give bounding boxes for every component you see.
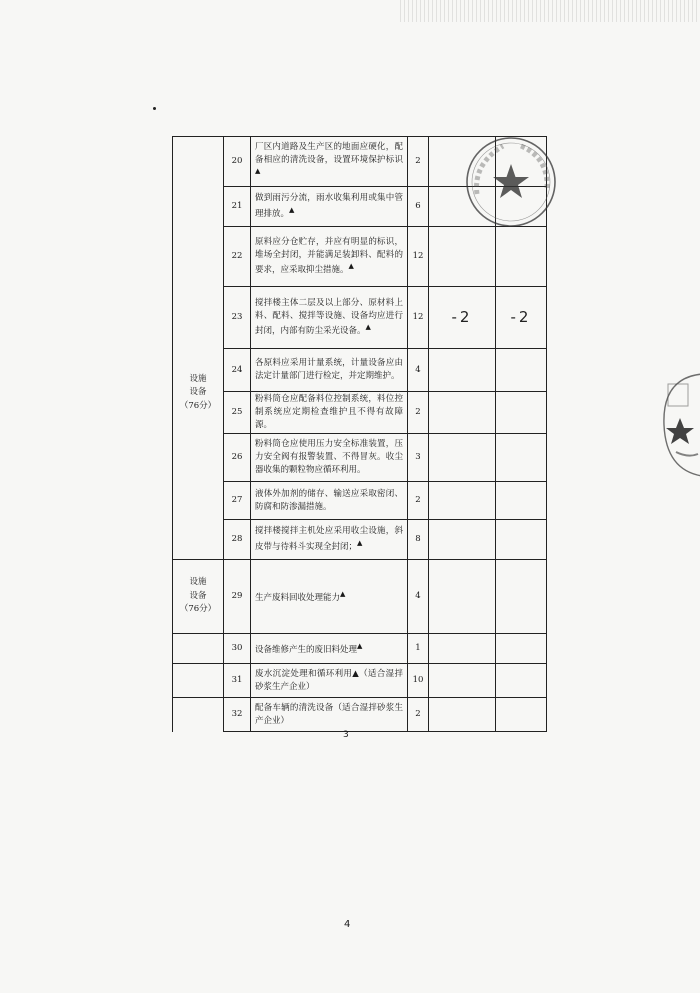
item-number: 21 — [224, 187, 251, 227]
company-seal-stamp — [463, 134, 559, 230]
item-number: 23 — [224, 287, 251, 349]
deduction-column-1 — [429, 634, 496, 664]
item-number: 29 — [224, 560, 251, 634]
item-number: 22 — [224, 227, 251, 287]
item-number: 28 — [224, 520, 251, 560]
item-number: 24 — [224, 349, 251, 392]
deduction-column-1 — [429, 392, 496, 434]
item-number: 26 — [224, 434, 251, 482]
item-score: 12 — [408, 287, 429, 349]
item-score: 4 — [408, 560, 429, 634]
deduction-column-2 — [496, 227, 547, 287]
item-description — [251, 227, 408, 287]
description-text: 做到雨污分流，雨水收集利用或集中管理排放。 — [255, 193, 403, 219]
item-score: 2 — [408, 698, 429, 732]
item-number: 31 — [224, 664, 251, 698]
deduction-column-1 — [429, 349, 496, 392]
table-row — [173, 227, 547, 287]
table-row — [173, 520, 547, 560]
item-number: 27 — [224, 482, 251, 520]
deduction-column-2 — [496, 634, 547, 664]
item-score: 10 — [408, 664, 429, 698]
partial-seal-stamp — [658, 370, 700, 480]
item-score: 2 — [408, 392, 429, 434]
item-description — [251, 664, 408, 698]
item-description — [251, 520, 408, 560]
description-text: 搅拌楼搅拌主机处应采用收尘设施，斜皮带与待料斗实现全封闭； — [255, 526, 403, 552]
description-text: 液体外加剂的储存、输送应采取密闭、防腐和防渗漏措施。 — [255, 488, 403, 512]
item-score: 2 — [408, 137, 429, 187]
category-cell-bottom — [173, 560, 224, 634]
item-score: 3 — [408, 434, 429, 482]
description-text: 粉料筒仓应使用压力安全标准装置，压力安全阀有报警装置、不得冒灰。收尘器收集的颗粒物应循环利用。 — [255, 439, 403, 475]
item-score: 8 — [408, 520, 429, 560]
deduction-column-2 — [496, 392, 547, 434]
item-description — [251, 187, 408, 227]
key-item-mark: ▲ — [357, 641, 363, 650]
table-row — [173, 560, 547, 634]
table-row — [173, 634, 547, 664]
deduction-column-2 — [496, 482, 547, 520]
description-text: 粉料筒仓应配备料位控制系统，料位控制系统应定期检查维护且不得有故障源。 — [255, 394, 403, 430]
item-number: 25 — [224, 392, 251, 434]
item-description — [251, 137, 408, 187]
item-score: 12 — [408, 227, 429, 287]
description-text: 各原料应采用计量系统，计量设备应由法定计量部门进行检定，并定期维护。 — [255, 358, 403, 381]
category-label: 设施 设备 （76分） — [179, 373, 217, 411]
deduction-column-1 — [429, 698, 496, 732]
item-description — [251, 560, 408, 634]
deduction-column-1 — [429, 482, 496, 520]
deduction-column-2 — [496, 349, 547, 392]
deduction-column-1 — [429, 664, 496, 698]
table-row — [173, 434, 547, 482]
page-number: 4 — [344, 919, 351, 930]
key-item-mark: ▲ — [340, 589, 346, 598]
category-cell-top — [173, 137, 224, 560]
category-cell-empty — [173, 664, 224, 698]
description-text: 搅拌楼主体二层及以上部分、原材料上料、配料、搅拌等设施、设备均应进行封闭，内部有防尘采光设备。 — [255, 297, 403, 337]
handwritten-deduction: -2 — [510, 308, 532, 327]
table-row — [173, 698, 547, 732]
item-description — [251, 392, 408, 434]
item-number: 20 — [224, 137, 251, 187]
table-row — [173, 392, 547, 434]
scan-noise — [400, 0, 700, 22]
item-description — [251, 634, 408, 664]
item-number: 30 — [224, 634, 251, 664]
description-text: 原料应分仓贮存，并应有明显的标识，堆场全封闭，并能满足装卸料、配料的要求，应采取抑尘措施。 — [255, 236, 403, 276]
category-cell-empty — [173, 634, 224, 664]
item-description — [251, 434, 408, 482]
item-number: 32 — [224, 698, 251, 732]
deduction-column-2 — [496, 520, 547, 560]
item-description — [251, 349, 408, 392]
item-description — [251, 287, 408, 349]
deduction-column-2 — [496, 287, 547, 349]
deduction-column-1 — [429, 520, 496, 560]
table-row — [173, 482, 547, 520]
description-text: 配备车辆的清洗设备（适合湿拌砂浆生产企业） — [255, 702, 403, 726]
deduction-column-2 — [496, 664, 547, 698]
item-score: 2 — [408, 482, 429, 520]
deduction-column-1 — [429, 287, 496, 349]
deduction-column-1 — [429, 560, 496, 634]
description-text: 厂区内道路及生产区的地面应硬化，配备相应的清洗设备，设置环境保护标识 — [255, 141, 403, 165]
item-score: 1 — [408, 634, 429, 664]
description-text: 生产废料回收处理能力 — [255, 592, 341, 603]
category-label: 设施 设备 （76分） — [179, 577, 217, 615]
scan-speck — [153, 107, 156, 110]
description-text: 设备维修产生的废旧料处理 — [255, 644, 358, 655]
deduction-column-1 — [429, 434, 496, 482]
item-description — [251, 698, 408, 732]
deduction-column-2 — [496, 560, 547, 634]
deduction-column-1 — [429, 227, 496, 287]
deduction-column-2 — [496, 434, 547, 482]
description-text: 废水沉淀处理和循环利用▲（适合湿拌砂浆生产企业） — [255, 668, 403, 692]
table-row — [173, 287, 547, 349]
key-item-mark: ▲ — [357, 539, 363, 548]
handwritten-deduction: -2 — [451, 308, 473, 327]
table-row — [173, 349, 547, 392]
key-item-mark: ▲ — [289, 206, 295, 215]
table-page-number: 3 — [343, 730, 349, 740]
category-cell-empty — [173, 698, 224, 732]
key-item-mark: ▲ — [365, 323, 371, 332]
item-score: 6 — [408, 187, 429, 227]
item-score: 4 — [408, 349, 429, 392]
deduction-column-2 — [496, 698, 547, 732]
item-description — [251, 482, 408, 520]
key-item-mark: ▲ — [348, 262, 354, 271]
key-item-mark: ▲ — [255, 167, 261, 176]
table-row — [173, 664, 547, 698]
